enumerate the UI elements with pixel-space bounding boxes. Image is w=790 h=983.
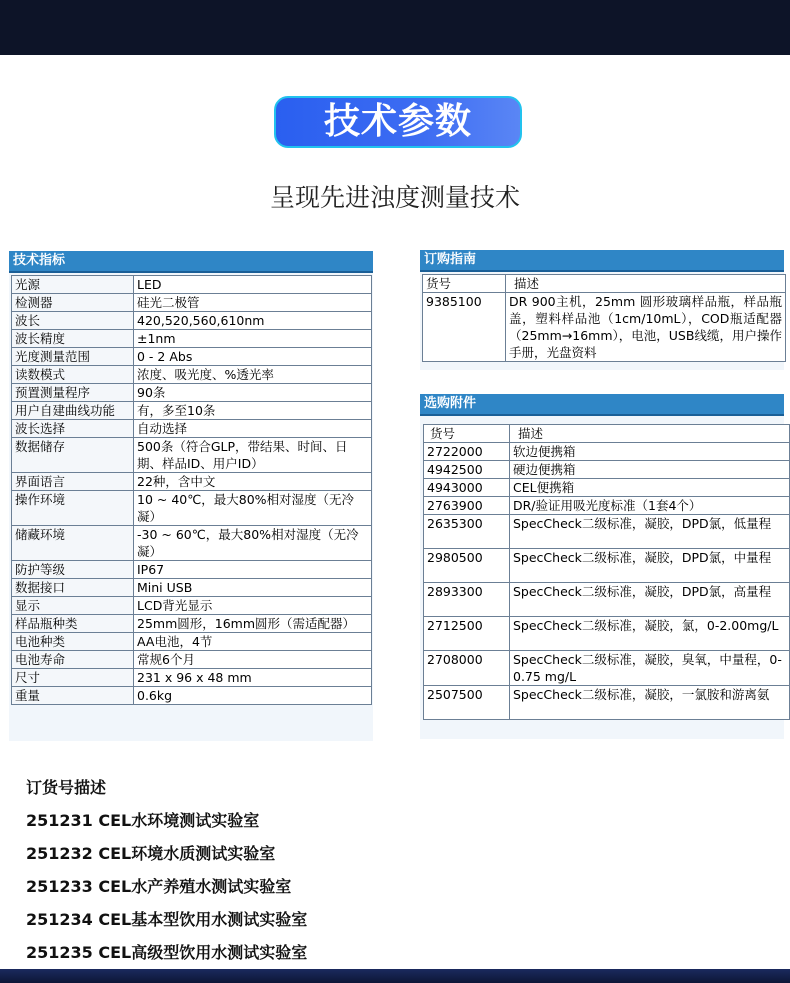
spec-value: AA电池，4节	[134, 633, 372, 651]
order-note-item: 251232 CEL环境水质测试实验室	[26, 844, 276, 863]
table-header-row	[424, 425, 790, 443]
spec-value: 0.6kg	[134, 687, 372, 705]
spec-value: ±1nm	[134, 330, 372, 348]
spec-value: 常规6个月	[134, 651, 372, 669]
table-row	[424, 461, 790, 479]
tech-spec-heading: 技术指标	[9, 251, 373, 273]
spec-key: 数据接口	[12, 579, 134, 597]
spec-key: 储藏环境	[12, 526, 134, 561]
order-guide-panel	[420, 250, 784, 370]
table-row	[12, 687, 372, 705]
item-code: 2893300	[424, 583, 510, 617]
table-row	[12, 579, 372, 597]
item-desc: SpecCheck二级标准，凝胶，氯，0-2.00mg/L	[510, 617, 790, 651]
spec-value: 浓度、吸光度、%透光率	[134, 366, 372, 384]
table-row	[424, 479, 790, 497]
table-row	[12, 615, 372, 633]
spec-key: 光源	[12, 276, 134, 294]
item-desc: 硬边便携箱	[510, 461, 790, 479]
spec-value: -30 ~ 60℃，最大80%相对湿度（无冷凝）	[134, 526, 372, 561]
table-row	[12, 420, 372, 438]
order-note-item: 251231 CEL水环境测试实验室	[26, 811, 260, 830]
spec-value: 自动选择	[134, 420, 372, 438]
table-row	[12, 276, 372, 294]
item-code: 4943000	[424, 479, 510, 497]
spec-key: 重量	[12, 687, 134, 705]
spec-key: 用户自建曲线功能	[12, 402, 134, 420]
item-code: 2712500	[424, 617, 510, 651]
table-header-row	[423, 275, 786, 293]
table-row	[12, 491, 372, 526]
table-row	[12, 330, 372, 348]
spec-key: 光度测量范围	[12, 348, 134, 366]
spec-key: 波长选择	[12, 420, 134, 438]
table-row	[424, 515, 790, 549]
top-banner	[0, 0, 790, 55]
spec-value: 硅光二极管	[134, 294, 372, 312]
spec-value: 500条（符合GLP，带结果、时间、日期、样品ID、用户ID）	[134, 438, 372, 473]
spec-value: 有，多至10条	[134, 402, 372, 420]
table-row	[12, 597, 372, 615]
spec-key: 预置测量程序	[12, 384, 134, 402]
accessories-panel	[420, 394, 784, 739]
spec-value: 420,520,560,610nm	[134, 312, 372, 330]
table-row	[424, 686, 790, 720]
spec-key: 操作环境	[12, 491, 134, 526]
spec-key: 波长精度	[12, 330, 134, 348]
item-code: 9385100	[423, 293, 506, 362]
order-notes	[26, 775, 307, 973]
item-desc: 软边便携箱	[510, 443, 790, 461]
item-code: 2635300	[424, 515, 510, 549]
col-header-desc: 描述	[510, 425, 790, 443]
table-row	[424, 617, 790, 651]
table-row	[12, 294, 372, 312]
spec-value: IP67	[134, 561, 372, 579]
table-row	[12, 473, 372, 491]
order-notes-heading: 订货号描述	[26, 778, 107, 797]
item-code: 2722000	[424, 443, 510, 461]
table-row	[424, 497, 790, 515]
item-code: 2763900	[424, 497, 510, 515]
item-desc: SpecCheck二级标准，凝胶，DPD氯，中量程	[510, 549, 790, 583]
col-header-code: 货号	[423, 275, 506, 293]
spec-key: 显示	[12, 597, 134, 615]
col-header-desc: 描述	[506, 275, 786, 293]
table-row	[424, 651, 790, 686]
tech-spec-table	[11, 275, 372, 705]
table-row	[424, 549, 790, 583]
item-desc: DR 900主机，25mm 圆形玻璃样品瓶，样品瓶盖，塑料样品池（1cm/10mL），COD瓶适配器（25mm→16mm），电池，USB线缆，用户操作手册，光盘资料	[506, 293, 786, 362]
order-note-item: 251234 CEL基本型饮用水测试实验室	[26, 910, 308, 929]
accessories-table	[423, 424, 790, 720]
table-row	[12, 438, 372, 473]
spec-key: 电池种类	[12, 633, 134, 651]
spec-value: Mini USB	[134, 579, 372, 597]
table-row	[12, 561, 372, 579]
spec-key: 样品瓶种类	[12, 615, 134, 633]
spec-value: 10 ~ 40℃，最大80%相对湿度（无冷凝）	[134, 491, 372, 526]
spec-key: 波长	[12, 312, 134, 330]
spec-value: 22种，含中文	[134, 473, 372, 491]
spec-value: LED	[134, 276, 372, 294]
table-row	[424, 583, 790, 617]
table-row	[12, 366, 372, 384]
table-row	[12, 526, 372, 561]
item-code: 2507500	[424, 686, 510, 720]
section-subtitle: 呈现先进浊度测量技术	[269, 183, 520, 212]
spec-key: 界面语言	[12, 473, 134, 491]
table-row	[424, 443, 790, 461]
bottom-banner	[0, 969, 790, 983]
spec-value: 25mm圆形，16mm圆形（需适配器）	[134, 615, 372, 633]
spec-key: 检测器	[12, 294, 134, 312]
spec-key: 数据储存	[12, 438, 134, 473]
col-header-code: 货号	[424, 425, 510, 443]
order-note-item: 251235 CEL高级型饮用水测试实验室	[26, 943, 308, 962]
item-desc: SpecCheck二级标准，凝胶，一氯胺和游离氨	[510, 686, 790, 720]
section-title: 技术参数	[274, 96, 522, 148]
table-row	[12, 651, 372, 669]
item-code: 2980500	[424, 549, 510, 583]
item-desc: SpecCheck二级标准，凝胶，臭氧，中量程，0-0.75 mg/L	[510, 651, 790, 686]
spec-key: 电池寿命	[12, 651, 134, 669]
item-desc: CEL便携箱	[510, 479, 790, 497]
spec-value: 231 x 96 x 48 mm	[134, 669, 372, 687]
table-row	[12, 384, 372, 402]
table-row	[12, 402, 372, 420]
tech-spec-panel	[9, 251, 373, 741]
table-row	[12, 633, 372, 651]
order-note-item: 251233 CEL水产养殖水测试实验室	[26, 877, 292, 896]
table-row	[423, 293, 786, 362]
spec-value: LCD背光显示	[134, 597, 372, 615]
spec-key: 防护等级	[12, 561, 134, 579]
table-row	[12, 348, 372, 366]
item-desc: SpecCheck二级标准，凝胶，DPD氯，高量程	[510, 583, 790, 617]
table-row	[12, 312, 372, 330]
item-code: 4942500	[424, 461, 510, 479]
accessories-heading: 选购附件	[420, 394, 784, 416]
spec-key: 读数模式	[12, 366, 134, 384]
spec-value: 0 - 2 Abs	[134, 348, 372, 366]
item-code: 2708000	[424, 651, 510, 686]
item-desc: SpecCheck二级标准，凝胶，DPD氯，低量程	[510, 515, 790, 549]
order-guide-table	[422, 274, 786, 362]
spec-key: 尺寸	[12, 669, 134, 687]
item-desc: DR/验证用吸光度标准（1套4个）	[510, 497, 790, 515]
spec-value: 90条	[134, 384, 372, 402]
order-guide-heading: 订购指南	[420, 250, 784, 272]
table-row	[12, 669, 372, 687]
